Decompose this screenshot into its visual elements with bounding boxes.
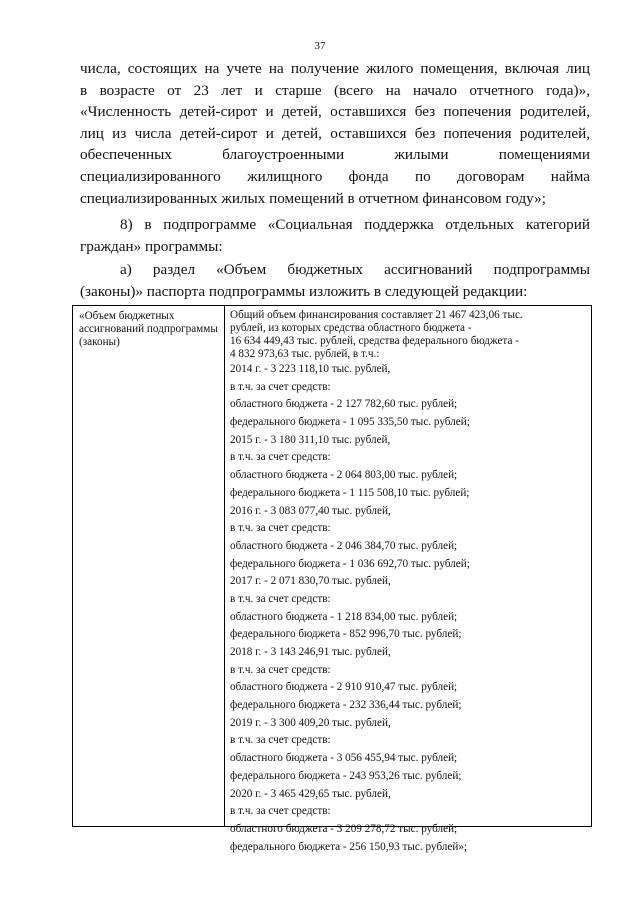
funding-row: в т.ч. за счет средств:	[230, 451, 331, 464]
funding-row: 2018 г. - 3 143 246,91 тыс. рублей,	[230, 646, 391, 658]
funding-row: 2016 г. - 3 083 077,40 тыс. рублей,	[230, 504, 391, 517]
paragraph-line: числа, состоящих на учете на получение жилого помещения, включая лиц	[80, 60, 590, 77]
budget-table	[72, 305, 592, 853]
funding-row: 2015 г. - 3 180 311,10 тыс. рублей,	[230, 433, 391, 446]
funding-summary-line: Общий объем финансирования составляет 21 467 423,06 тыс.	[230, 309, 523, 321]
item-8-paragraph	[80, 214, 590, 257]
item-a-paragraph	[80, 259, 590, 302]
paragraph-line: (законы)» паспорта подпрограммы изложить в следующей редакции:	[80, 282, 528, 300]
funding-row: 2020 г. - 3 465 429,65 тыс. рублей,	[230, 787, 391, 800]
funding-row: федерального бюджета - 1 095 335,50 тыс. рублей;	[230, 416, 470, 429]
funding-row: 2017 г. - 2 071 830,70 тыс. рублей,	[230, 575, 391, 588]
funding-row: областного бюджета - 3 056 455,94 тыс. рублей;	[230, 752, 458, 765]
funding-row: областного бюджета - 2 127 782,60 тыс. рублей;	[230, 398, 458, 411]
funding-row: областного бюджета - 1 218 834,00 тыс. рублей;	[230, 610, 458, 623]
table-right-cell	[230, 309, 588, 856]
paragraph-line: специализированного жилищного фонда по договорам найма	[80, 167, 590, 185]
funding-row: в т.ч. за счет средств:	[230, 522, 331, 535]
paragraph-line: обеспеченных благоустроенными жилыми помещениями	[80, 146, 590, 164]
funding-summary-line: 16 634 449,43 тыс. рублей, средства федерального бюджета -	[230, 335, 519, 347]
paragraph-line: в возрасте от 23 лет и старше (всего на начало отчетного года)»,	[80, 81, 590, 99]
funding-row: федерального бюджета - 1 036 692,70 тыс. рублей;	[230, 557, 470, 570]
funding-row: в т.ч. за счет средств:	[230, 592, 331, 605]
funding-row: в т.ч. за счет средств:	[230, 380, 331, 393]
table-left-cell: «Объем бюджетных ассигнований подпрограммы (законы)	[79, 310, 218, 348]
funding-row: в т.ч. за счет средств:	[230, 734, 331, 747]
funding-summary-line: 4 832 973,63 тыс. рублей, в т.ч.:	[230, 348, 380, 360]
funding-row: федерального бюджета - 232 336,44 тыс. рублей;	[230, 699, 462, 712]
paragraph-line: граждан» программы:	[80, 237, 223, 255]
funding-row: областного бюджета - 2 046 384,70 тыс. рублей;	[230, 539, 458, 552]
paragraph-line: 8) в подпрограмме «Социальная поддержка отдельных категорий	[120, 216, 590, 233]
funding-row: 2014 г. - 3 223 118,10 тыс. рублей,	[230, 363, 391, 375]
funding-row: федерального бюджета - 852 996,70 тыс. рублей;	[230, 628, 462, 641]
funding-summary-line: рублей, из которых средства областного бюджета -	[230, 322, 472, 334]
funding-row: федерального бюджета - 1 115 508,10 тыс. рублей;	[230, 486, 470, 499]
column-divider	[224, 306, 225, 826]
top-paragraph	[80, 58, 590, 209]
funding-row: федерального бюджета - 256 150,93 тыс. рублей»;	[230, 840, 468, 853]
funding-row: областного бюджета - 2 064 803,00 тыс. рублей;	[230, 469, 458, 482]
funding-row: областного бюджета - 2 910 910,47 тыс. рублей;	[230, 681, 458, 694]
paragraph-line: а) раздел «Объем бюджетных ассигнований подпрограммы	[120, 261, 590, 278]
funding-row: 2019 г. - 3 300 409,20 тыс. рублей,	[230, 716, 391, 729]
paragraph-line: лиц из числа детей-сирот и детей, оставшихся без попечения родителей,	[80, 124, 590, 142]
funding-row: областного бюджета - 3 209 278,72 тыс. рублей;	[230, 822, 458, 835]
paragraph-line: «Численность детей-сирот и детей, оставшихся без попечения родителей,	[80, 103, 590, 121]
page-number: 37	[314, 40, 326, 52]
funding-row: федерального бюджета - 243 953,26 тыс. рублей;	[230, 769, 462, 782]
funding-row: в т.ч. за счет средств:	[230, 805, 331, 818]
paragraph-line: специализированных жилых помещений в отчетном финансовом году»;	[80, 189, 546, 207]
funding-row: в т.ч. за счет средств:	[230, 663, 331, 676]
